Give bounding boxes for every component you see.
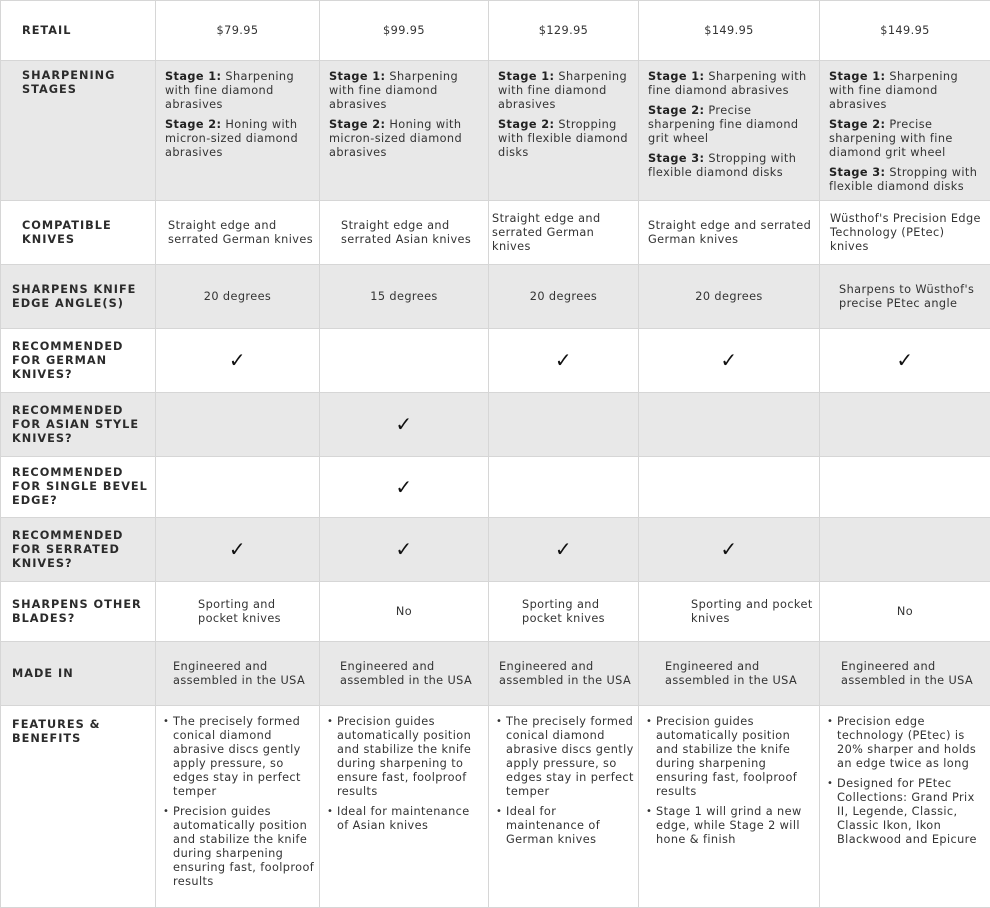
german-cell bbox=[820, 329, 990, 393]
angle-cell: 15 degrees bbox=[320, 265, 489, 329]
serrated-cell bbox=[639, 518, 820, 582]
check-icon: ✓ bbox=[229, 350, 246, 370]
made-in-cell: Engineered and assembled in the USA bbox=[156, 642, 320, 706]
angle-cell: 20 degrees bbox=[489, 265, 639, 329]
german-cell bbox=[489, 329, 639, 393]
retail-price: $129.95 bbox=[489, 1, 639, 61]
feature-item: • Ideal for maintenance of Asian knives bbox=[329, 805, 484, 833]
stage-item: Stage 1: Sharpening with fine diamond abrasives bbox=[829, 70, 986, 112]
feature-item: • The precisely formed conical diamond abrasive discs gently apply pressure, so edges stay in perfect temper bbox=[165, 715, 315, 799]
stage-item: Stage 3: Stropping with flexible diamond disks bbox=[648, 152, 815, 180]
made-in-cell: Engineered and assembled in the USA bbox=[489, 642, 639, 706]
stages-cell bbox=[639, 61, 820, 201]
row-made-in bbox=[1, 642, 990, 706]
asian-cell bbox=[820, 393, 990, 457]
feature-item: • Precision guides automatically position and stabilize the knife during sharpening ensuring fast, foolproof results bbox=[165, 805, 315, 889]
stages-cell bbox=[320, 61, 489, 201]
row-compatible bbox=[1, 201, 990, 265]
label-stages: SHARPENING STAGES bbox=[1, 61, 156, 201]
check-icon: ✓ bbox=[896, 350, 913, 370]
german-cell bbox=[156, 329, 320, 393]
stages-cell bbox=[489, 61, 639, 201]
features-cell bbox=[820, 706, 990, 908]
feature-item: • Ideal for maintenance of German knives bbox=[498, 805, 634, 847]
serrated-cell bbox=[820, 518, 990, 582]
row-asian bbox=[1, 393, 990, 457]
compatible-cell: Straight edge and serrated German knives bbox=[156, 201, 320, 265]
label-angle: SHARPENS KNIFE EDGE ANGLE(S) bbox=[1, 265, 156, 329]
other-blades-cell: No bbox=[820, 582, 990, 642]
compatible-cell: Straight edge and serrated German knives bbox=[489, 201, 639, 265]
made-in-cell: Engineered and assembled in the USA bbox=[820, 642, 990, 706]
asian-cell bbox=[639, 393, 820, 457]
asian-cell bbox=[320, 393, 489, 457]
label-other-blades: SHARPENS OTHER BLADES? bbox=[1, 582, 156, 642]
row-features bbox=[1, 706, 990, 908]
check-icon: ✓ bbox=[395, 539, 412, 559]
features-cell bbox=[489, 706, 639, 908]
label-single-bevel: RECOMMENDED FOR SINGLE BEVEL EDGE? bbox=[1, 457, 156, 518]
single-bevel-cell bbox=[489, 457, 639, 518]
stage-item: Stage 2: Stropping with flexible diamond disks bbox=[498, 118, 634, 160]
label-german: RECOMMENDED FOR GERMAN KNIVES? bbox=[1, 329, 156, 393]
serrated-cell bbox=[156, 518, 320, 582]
single-bevel-cell bbox=[156, 457, 320, 518]
feature-item: • Precision edge technology (PEtec) is 20% sharper and holds an edge twice as long bbox=[829, 715, 986, 771]
feature-item: • The precisely formed conical diamond abrasive discs gently apply pressure, so edges stay in perfect temper bbox=[498, 715, 634, 799]
stage-item: Stage 2: Honing with micron-sized diamond abrasives bbox=[165, 118, 315, 160]
made-in-cell: Engineered and assembled in the USA bbox=[320, 642, 489, 706]
stage-item: Stage 1: Sharpening with fine diamond abrasives bbox=[329, 70, 484, 112]
retail-price: $99.95 bbox=[320, 1, 489, 61]
feature-item: • Precision guides automatically position and stabilize the knife during sharpening to ensure fast, foolproof results bbox=[329, 715, 484, 799]
german-cell bbox=[320, 329, 489, 393]
single-bevel-cell bbox=[320, 457, 489, 518]
stage-item: Stage 2: Precise sharpening fine diamond grit wheel bbox=[648, 104, 815, 146]
features-cell bbox=[639, 706, 820, 908]
label-compatible: COMPATIBLE KNIVES bbox=[1, 201, 156, 265]
stage-item: Stage 2: Precise sharpening with fine diamond grit wheel bbox=[829, 118, 986, 160]
asian-cell bbox=[156, 393, 320, 457]
stage-item: Stage 1: Sharpening with fine diamond abrasives bbox=[648, 70, 815, 98]
feature-item: • Designed for PEtec Collections: Grand Prix II, Legende, Classic, Classic Ikon, Ikon Blackwood and Epicure bbox=[829, 777, 986, 847]
retail-price: $149.95 bbox=[820, 1, 990, 61]
asian-cell bbox=[489, 393, 639, 457]
check-icon: ✓ bbox=[555, 539, 572, 559]
other-blades-cell: Sporting and pocket knives bbox=[639, 582, 820, 642]
row-retail bbox=[1, 1, 990, 61]
angle-cell: 20 degrees bbox=[156, 265, 320, 329]
check-icon: ✓ bbox=[395, 477, 412, 497]
feature-item: • Precision guides automatically position and stabilize the knife during sharpening ensuring fast, foolproof results bbox=[648, 715, 815, 799]
stages-cell bbox=[820, 61, 990, 201]
made-in-cell: Engineered and assembled in the USA bbox=[639, 642, 820, 706]
compatible-cell: Straight edge and serrated Asian knives bbox=[320, 201, 489, 265]
stage-item: Stage 2: Honing with micron-sized diamond abrasives bbox=[329, 118, 484, 160]
compatible-cell: Wüsthof's Precision Edge Technology (PEtec) knives bbox=[820, 201, 990, 265]
label-serrated: RECOMMENDED FOR SERRATED KNIVES? bbox=[1, 518, 156, 582]
stage-item: Stage 3: Stropping with flexible diamond disks bbox=[829, 166, 986, 194]
serrated-cell bbox=[320, 518, 489, 582]
single-bevel-cell bbox=[820, 457, 990, 518]
retail-price: $149.95 bbox=[639, 1, 820, 61]
label-retail: RETAIL bbox=[1, 1, 156, 61]
row-german bbox=[1, 329, 990, 393]
compatible-cell: Straight edge and serrated German knives bbox=[639, 201, 820, 265]
serrated-cell bbox=[489, 518, 639, 582]
label-made-in: MADE IN bbox=[1, 642, 156, 706]
check-icon: ✓ bbox=[720, 350, 737, 370]
check-icon: ✓ bbox=[395, 414, 412, 434]
row-stages bbox=[1, 61, 990, 201]
row-angle bbox=[1, 265, 990, 329]
feature-item: • Stage 1 will grind a new edge, while Stage 2 will hone & finish bbox=[648, 805, 815, 847]
stage-item: Stage 1: Sharpening with fine diamond abrasives bbox=[498, 70, 634, 112]
label-asian: RECOMMENDED FOR ASIAN STYLE KNIVES? bbox=[1, 393, 156, 457]
check-icon: ✓ bbox=[720, 539, 737, 559]
angle-cell: Sharpens to Wüsthof's precise PEtec angle bbox=[820, 265, 990, 329]
german-cell bbox=[639, 329, 820, 393]
stages-cell bbox=[156, 61, 320, 201]
single-bevel-cell bbox=[639, 457, 820, 518]
angle-cell: 20 degrees bbox=[639, 265, 820, 329]
row-serrated bbox=[1, 518, 990, 582]
check-icon: ✓ bbox=[555, 350, 572, 370]
retail-price: $79.95 bbox=[156, 1, 320, 61]
check-icon: ✓ bbox=[229, 539, 246, 559]
stage-item: Stage 1: Sharpening with fine diamond abrasives bbox=[165, 70, 315, 112]
label-features: FEATURES & BENEFITS bbox=[1, 706, 156, 908]
row-other-blades bbox=[1, 582, 990, 642]
features-cell bbox=[320, 706, 489, 908]
other-blades-cell: Sporting and pocket knives bbox=[489, 582, 639, 642]
features-cell bbox=[156, 706, 320, 908]
other-blades-cell: No bbox=[320, 582, 489, 642]
other-blades-cell: Sporting and pocket knives bbox=[156, 582, 320, 642]
row-single-bevel bbox=[1, 457, 990, 518]
